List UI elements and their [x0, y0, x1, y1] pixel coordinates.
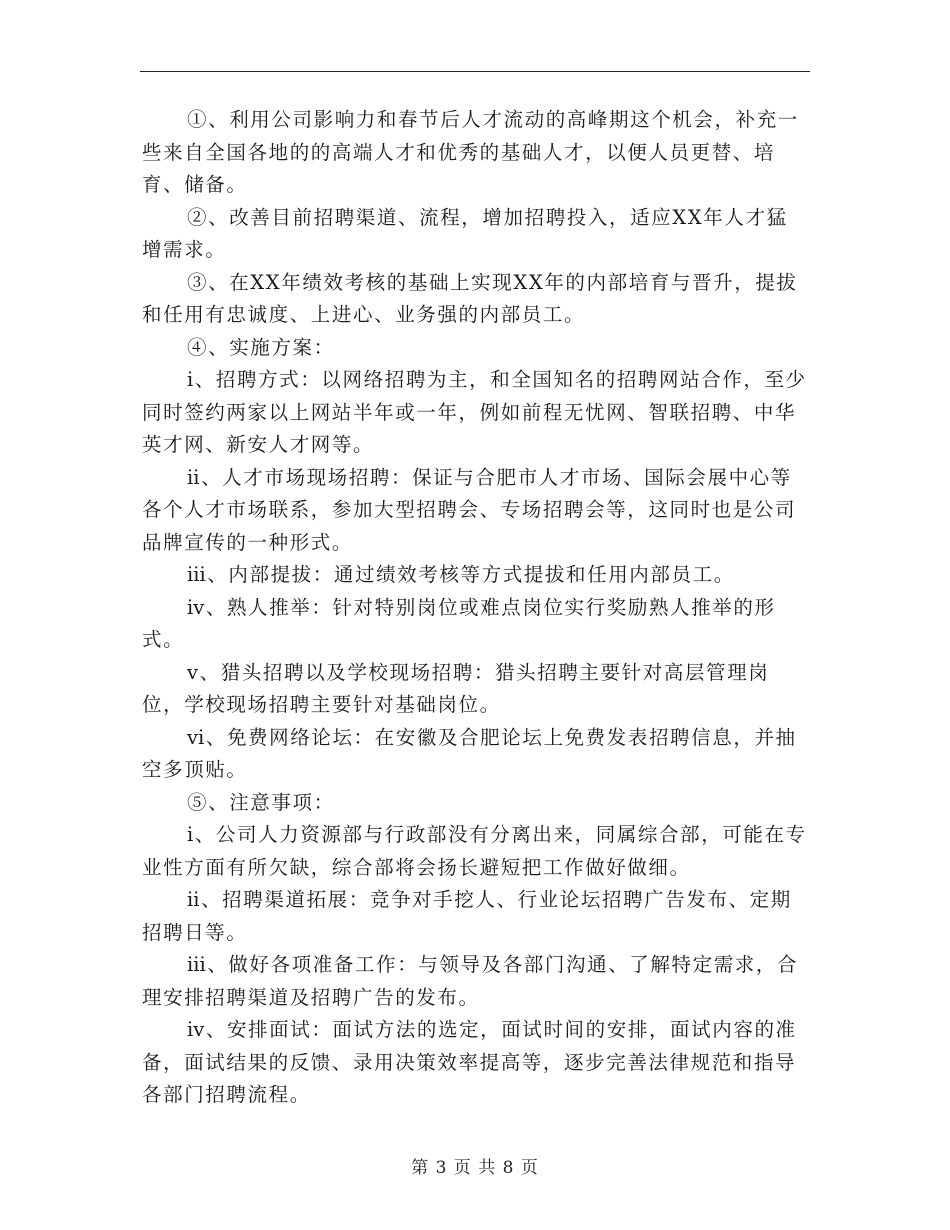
page-number: 第 3 页 共 8 页 [411, 1158, 539, 1178]
paragraph-plan-1: ⅰ、招聘方式：以网络招聘为主，和全国知名的招聘网站合作，至少同时签约两家以上网站半年或一年，例如前程无忧网、智联招聘、中华英才网、新安人才网等。 [142, 368, 807, 456]
section-heading-notes: ⑤、注意事项： [187, 790, 335, 814]
document-body [142, 104, 808, 1112]
paragraph-note-4: ⅳ、安排面试：面试方法的选定，面试时间的安排，面试内容的准备，面试结果的反馈、录用决策效率提高等，逐步完善法律规范和指导各部门招聘流程。 [142, 1018, 797, 1106]
paragraph-plan-5: ⅴ、猎头招聘以及学校现场招聘：猎头招聘主要针对高层管理岗位，学校现场招聘主要针对基础岗位。 [142, 660, 770, 716]
paragraph-note-3: ⅲ、做好各项准备工作：与领导及各部门沟通、了解特定需求，合理安排招聘渠道及招聘广告的发布。 [142, 953, 799, 1009]
paragraph-goal-2: ②、改善目前招聘渠道、流程，增加招聘投入，适应XX年人才猛增需求。 [142, 205, 788, 261]
paragraph-plan-4: ⅳ、熟人推举：针对特别岗位或难点岗位实行奖励熟人推举的形式。 [142, 595, 776, 651]
paragraph-note-2: ⅱ、招聘渠道拓展：竞争对手挖人、行业论坛招聘广告发布、定期招聘日等。 [142, 888, 792, 944]
paragraph-note-1: ⅰ、公司人力资源部与行政部没有分离出来，同属综合部，可能在专业性方面有所欠缺，综合部将会扬长避短把工作做好做细。 [142, 823, 807, 879]
paragraph-plan-2: ⅱ、人才市场现场招聘：保证与合肥市人才市场、国际会展中心等各个人才市场联系，参加大型招聘会、专场招聘会等，这同时也是公司品牌宣传的一种形式。 [142, 465, 797, 554]
section-heading-plan: ④、实施方案： [187, 335, 335, 359]
paragraph-plan-6: ⅵ、免费网络论坛：在安徽及合肥论坛上免费发表招聘信息，并抽空多顶贴。 [142, 725, 797, 781]
paragraph-goal-1: ①、利用公司影响力和春节后人才流动的高峰期这个机会，补充一些来自全国各地的的高端人才和优秀的基础人才，以便人员更替、培育、储备。 [142, 108, 799, 196]
paragraph-goal-3: ③、在XX年绩效考核的基础上实现XX年的内部培育与晋升，提拔和任用有忠诚度、上进心、业务强的内部员工。 [142, 270, 798, 326]
page-footer [0, 1153, 950, 1178]
paragraph-plan-3: ⅲ、内部提拔：通过绩效考核等方式提拔和任用内部员工。 [187, 563, 735, 586]
header-rule [140, 71, 810, 72]
